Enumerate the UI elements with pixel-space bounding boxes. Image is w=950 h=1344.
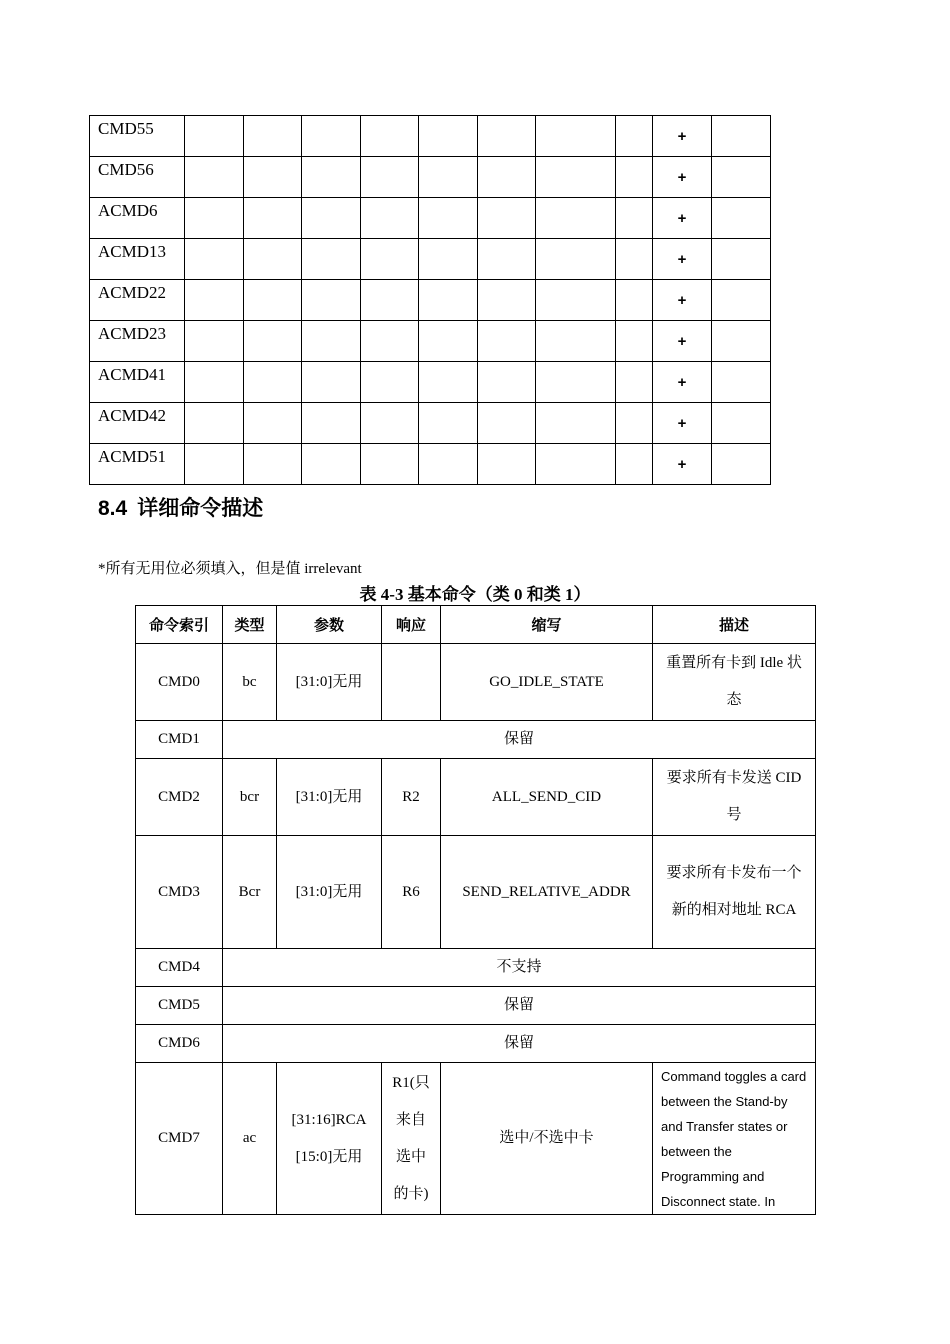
cell-response: R2 <box>382 759 441 836</box>
table-row <box>90 362 771 403</box>
header-index: 命令索引 <box>136 606 223 644</box>
cell-description: 要求所有卡发布一个新的相对地址 RCA <box>653 836 816 949</box>
table-row <box>136 949 816 987</box>
empty-cell <box>243 198 301 239</box>
empty-cell <box>535 157 615 198</box>
empty-cell <box>301 157 360 198</box>
empty-cell <box>301 280 360 321</box>
table-row <box>90 198 771 239</box>
empty-cell <box>361 444 419 485</box>
empty-cell <box>616 321 653 362</box>
command-name-cell: ACMD42 <box>90 403 185 444</box>
plus-mark-cell: + <box>653 444 711 485</box>
plus-mark-cell: + <box>653 157 711 198</box>
empty-cell <box>535 403 615 444</box>
empty-cell <box>185 116 243 157</box>
empty-cell <box>419 239 477 280</box>
command-name-cell: ACMD23 <box>90 321 185 362</box>
cell-index: CMD6 <box>136 1025 223 1063</box>
empty-cell <box>243 444 301 485</box>
cell-index: CMD4 <box>136 949 223 987</box>
empty-cell <box>185 444 243 485</box>
empty-cell <box>361 403 419 444</box>
empty-cell <box>535 362 615 403</box>
cell-response <box>382 644 441 721</box>
cell-index: CMD7 <box>136 1063 223 1215</box>
table-caption: 表 4-3 基本命令（类 0 和类 1） <box>359 585 591 604</box>
cell-type: ac <box>223 1063 277 1215</box>
empty-cell <box>477 444 535 485</box>
empty-cell <box>419 362 477 403</box>
section-title: 详细命令描述 <box>137 497 264 520</box>
command-class-table <box>89 115 771 485</box>
empty-cell <box>185 239 243 280</box>
plus-mark-cell: + <box>653 403 711 444</box>
cell-description: Command toggles a card between the Stand-by and Transfer states or between the Programming and Disconnect state. In <box>653 1063 816 1215</box>
table-row <box>90 239 771 280</box>
empty-cell <box>243 362 301 403</box>
cell-argument: [31:0]无用 <box>277 644 382 721</box>
empty-cell <box>711 198 770 239</box>
empty-cell <box>243 239 301 280</box>
table-row <box>90 280 771 321</box>
empty-cell <box>477 280 535 321</box>
table-row <box>90 157 771 198</box>
cell-description: 要求所有卡发送 CID 号 <box>653 759 816 836</box>
empty-cell <box>301 444 360 485</box>
command-name-cell: ACMD22 <box>90 280 185 321</box>
empty-cell <box>361 239 419 280</box>
empty-cell <box>711 321 770 362</box>
empty-cell <box>535 239 615 280</box>
plus-mark-cell: + <box>653 362 711 403</box>
cell-index: CMD1 <box>136 721 223 759</box>
empty-cell <box>711 239 770 280</box>
empty-cell <box>477 239 535 280</box>
empty-cell <box>361 198 419 239</box>
empty-cell <box>535 198 615 239</box>
empty-cell <box>301 198 360 239</box>
header-response: 响应 <box>382 606 441 644</box>
empty-cell <box>361 362 419 403</box>
empty-cell <box>616 403 653 444</box>
empty-cell <box>185 362 243 403</box>
command-name-cell: ACMD51 <box>90 444 185 485</box>
empty-cell <box>535 444 615 485</box>
empty-cell <box>185 403 243 444</box>
cell-type: Bcr <box>223 836 277 949</box>
table-row <box>136 987 816 1025</box>
command-name-cell: ACMD13 <box>90 239 185 280</box>
empty-cell <box>616 198 653 239</box>
cell-description: 重置所有卡到 Idle 状态 <box>653 644 816 721</box>
plus-mark-cell: + <box>653 116 711 157</box>
empty-cell <box>243 157 301 198</box>
command-name-cell: ACMD6 <box>90 198 185 239</box>
empty-cell <box>477 198 535 239</box>
table-row <box>90 403 771 444</box>
empty-cell <box>185 157 243 198</box>
empty-cell <box>243 116 301 157</box>
empty-cell <box>361 321 419 362</box>
empty-cell <box>419 198 477 239</box>
cell-response: R1(只来自选中的卡) <box>382 1063 441 1215</box>
empty-cell <box>477 321 535 362</box>
cell-argument: [31:16]RCA [15:0]无用 <box>277 1063 382 1215</box>
empty-cell <box>419 403 477 444</box>
header-argument: 参数 <box>277 606 382 644</box>
plus-mark-cell: + <box>653 321 711 362</box>
empty-cell <box>477 403 535 444</box>
cell-index: CMD2 <box>136 759 223 836</box>
empty-cell <box>711 280 770 321</box>
header-description: 描述 <box>653 606 816 644</box>
table-row <box>90 444 771 485</box>
table-header-row <box>136 606 816 644</box>
empty-cell <box>361 116 419 157</box>
empty-cell <box>616 157 653 198</box>
cell-abbreviation: GO_IDLE_STATE <box>441 644 653 721</box>
empty-cell <box>711 157 770 198</box>
empty-cell <box>477 157 535 198</box>
command-name-cell: ACMD41 <box>90 362 185 403</box>
empty-cell <box>535 321 615 362</box>
cell-merged: 保留 <box>223 721 816 759</box>
cell-argument: [31:0]无用 <box>277 836 382 949</box>
empty-cell <box>185 198 243 239</box>
table-row <box>90 116 771 157</box>
empty-cell <box>185 321 243 362</box>
cell-response: R6 <box>382 836 441 949</box>
cell-index: CMD5 <box>136 987 223 1025</box>
cell-merged: 不支持 <box>223 949 816 987</box>
cell-type: bc <box>223 644 277 721</box>
empty-cell <box>301 321 360 362</box>
empty-cell <box>301 362 360 403</box>
empty-cell <box>616 362 653 403</box>
cell-abbreviation: SEND_RELATIVE_ADDR <box>441 836 653 949</box>
empty-cell <box>301 403 360 444</box>
cell-abbreviation: ALL_SEND_CID <box>441 759 653 836</box>
cell-argument: [31:0]无用 <box>277 759 382 836</box>
cell-index: CMD3 <box>136 836 223 949</box>
note-text: *所有无用位必须填入，但是值 irrelevant <box>98 561 362 577</box>
empty-cell <box>243 280 301 321</box>
empty-cell <box>711 116 770 157</box>
empty-cell <box>243 403 301 444</box>
empty-cell <box>535 116 615 157</box>
table-row <box>136 759 816 836</box>
plus-mark-cell: + <box>653 198 711 239</box>
cell-type: bcr <box>223 759 277 836</box>
empty-cell <box>419 280 477 321</box>
empty-cell <box>711 403 770 444</box>
plus-mark-cell: + <box>653 280 711 321</box>
empty-cell <box>301 239 360 280</box>
command-name-cell: CMD55 <box>90 116 185 157</box>
table-row <box>90 321 771 362</box>
header-abbreviation: 缩写 <box>441 606 653 644</box>
empty-cell <box>301 116 360 157</box>
table-row <box>136 836 816 949</box>
empty-cell <box>185 280 243 321</box>
empty-cell <box>419 444 477 485</box>
section-number: 8.4 <box>98 497 128 520</box>
empty-cell <box>361 157 419 198</box>
cell-merged: 保留 <box>223 987 816 1025</box>
empty-cell <box>616 444 653 485</box>
table-row <box>136 1063 816 1215</box>
plus-mark-cell: + <box>653 239 711 280</box>
cell-index: CMD0 <box>136 644 223 721</box>
empty-cell <box>419 116 477 157</box>
table-row <box>136 1025 816 1063</box>
table-row <box>136 644 816 721</box>
empty-cell <box>419 321 477 362</box>
cell-abbreviation: 选中/不选中卡 <box>441 1063 653 1215</box>
empty-cell <box>419 157 477 198</box>
empty-cell <box>616 280 653 321</box>
header-type: 类型 <box>223 606 277 644</box>
section-heading <box>98 492 263 522</box>
empty-cell <box>711 362 770 403</box>
basic-commands-table <box>135 605 816 1215</box>
empty-cell <box>477 116 535 157</box>
table-row <box>136 721 816 759</box>
empty-cell <box>616 116 653 157</box>
empty-cell <box>477 362 535 403</box>
cell-merged: 保留 <box>223 1025 816 1063</box>
empty-cell <box>616 239 653 280</box>
empty-cell <box>243 321 301 362</box>
empty-cell <box>711 444 770 485</box>
command-name-cell: CMD56 <box>90 157 185 198</box>
empty-cell <box>361 280 419 321</box>
empty-cell <box>535 280 615 321</box>
